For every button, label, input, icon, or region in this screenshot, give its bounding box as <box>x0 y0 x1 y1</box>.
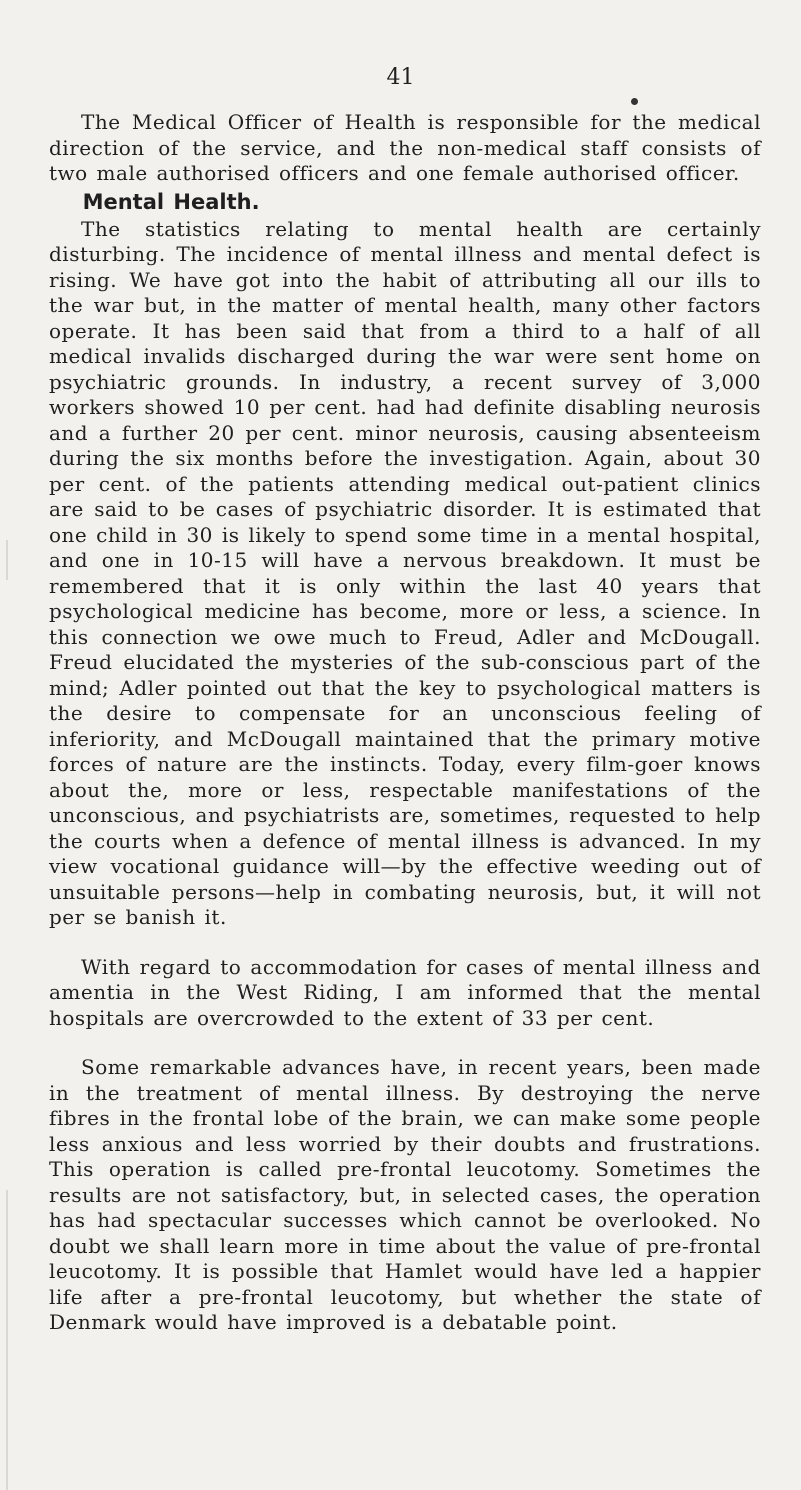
body-text <box>49 110 761 1336</box>
paragraph-gap <box>49 1031 761 1055</box>
intro-paragraph: The Medical Officer of Health is responsible for the medical direction of the service, and the non-medical staff consists of two male authorised officers and one female authorised officer. <box>49 110 761 185</box>
paragraph-accommodation: With regard to accommodation for cases of mental illness and amentia in the West Riding, I am informed that the mental hospitals are overcrowded to the extent of 33 per cent. <box>49 954 761 1030</box>
scan-edge-mark <box>6 1190 8 1490</box>
paragraph-statistics: The statistics relating to mental health are certainly disturbing. The incidence of mental illness and mental defect is rising. We have got into the habit of attributing all our ills to the war but, in the matter of mental health, many other factors operate. It has been said that from a third to a half of all medical invalids discharged during the war were sent home on psychiatric grounds. In industry, a recent survey of 3,000 workers showed 10 per cent. had had definite disabling neurosis and a further 20 per cent. minor neurosis, causing absenteeism during the six months before the investigation. Again, about 30 per cent. of the patients attending medical out-patient clinics are said to be cases of psychiatric disorder. It is estimated that one child in 30 is likely to spend some time in a mental hospital, and one in 10-15 will have a nervous breakdown. It must be remembered that it is only within the last 40 years that psychological medicine has become, more or less, a science. In this connection we owe much to Freud, Adler and McDougall. Freud elucidated the mysteries of the sub-conscious part of the mind; Adler pointed out that the key to psychological matters is the desire to compensate for an unconscious feeling of inferiority, and McDougall maintained that the primary motive forces of nature are the instincts. Today, every film-goer knows about the, more or less, respectable manifestations of the unconscious, and psychiatrists are, sometimes, requested to help the courts when a defence of mental illness is advanced. In my view vocational guidance will—by the effective weeding out of unsuitable persons—help in combating neurosis, but, it will not per se banish it. <box>49 216 761 929</box>
section-heading: Mental Health. <box>82 189 260 214</box>
paragraph-leucotomy: Some remarkable advances have, in recent years, been made in the treatment of mental illness. By destroying the nerve fibres in the frontal lobe of the brain, we can make some people less anxious and less worried by their doubts and frustrations. This operation is called pre-frontal leucotomy. Sometimes the results are not satisfactory, but, in selected cases, the operation has had spectacular successes which cannot be overlooked. No doubt we shall learn more in time about the value of pre-frontal leucotomy. It is possible that Hamlet would have led a happier life after a pre-frontal leucotomy, but whether the state of Denmark would have improved is a debatable point. <box>49 1055 761 1334</box>
page-number: 41 <box>386 65 415 90</box>
scan-edge-mark <box>6 540 8 580</box>
print-mark <box>631 98 638 105</box>
paragraph-gap <box>49 931 761 955</box>
